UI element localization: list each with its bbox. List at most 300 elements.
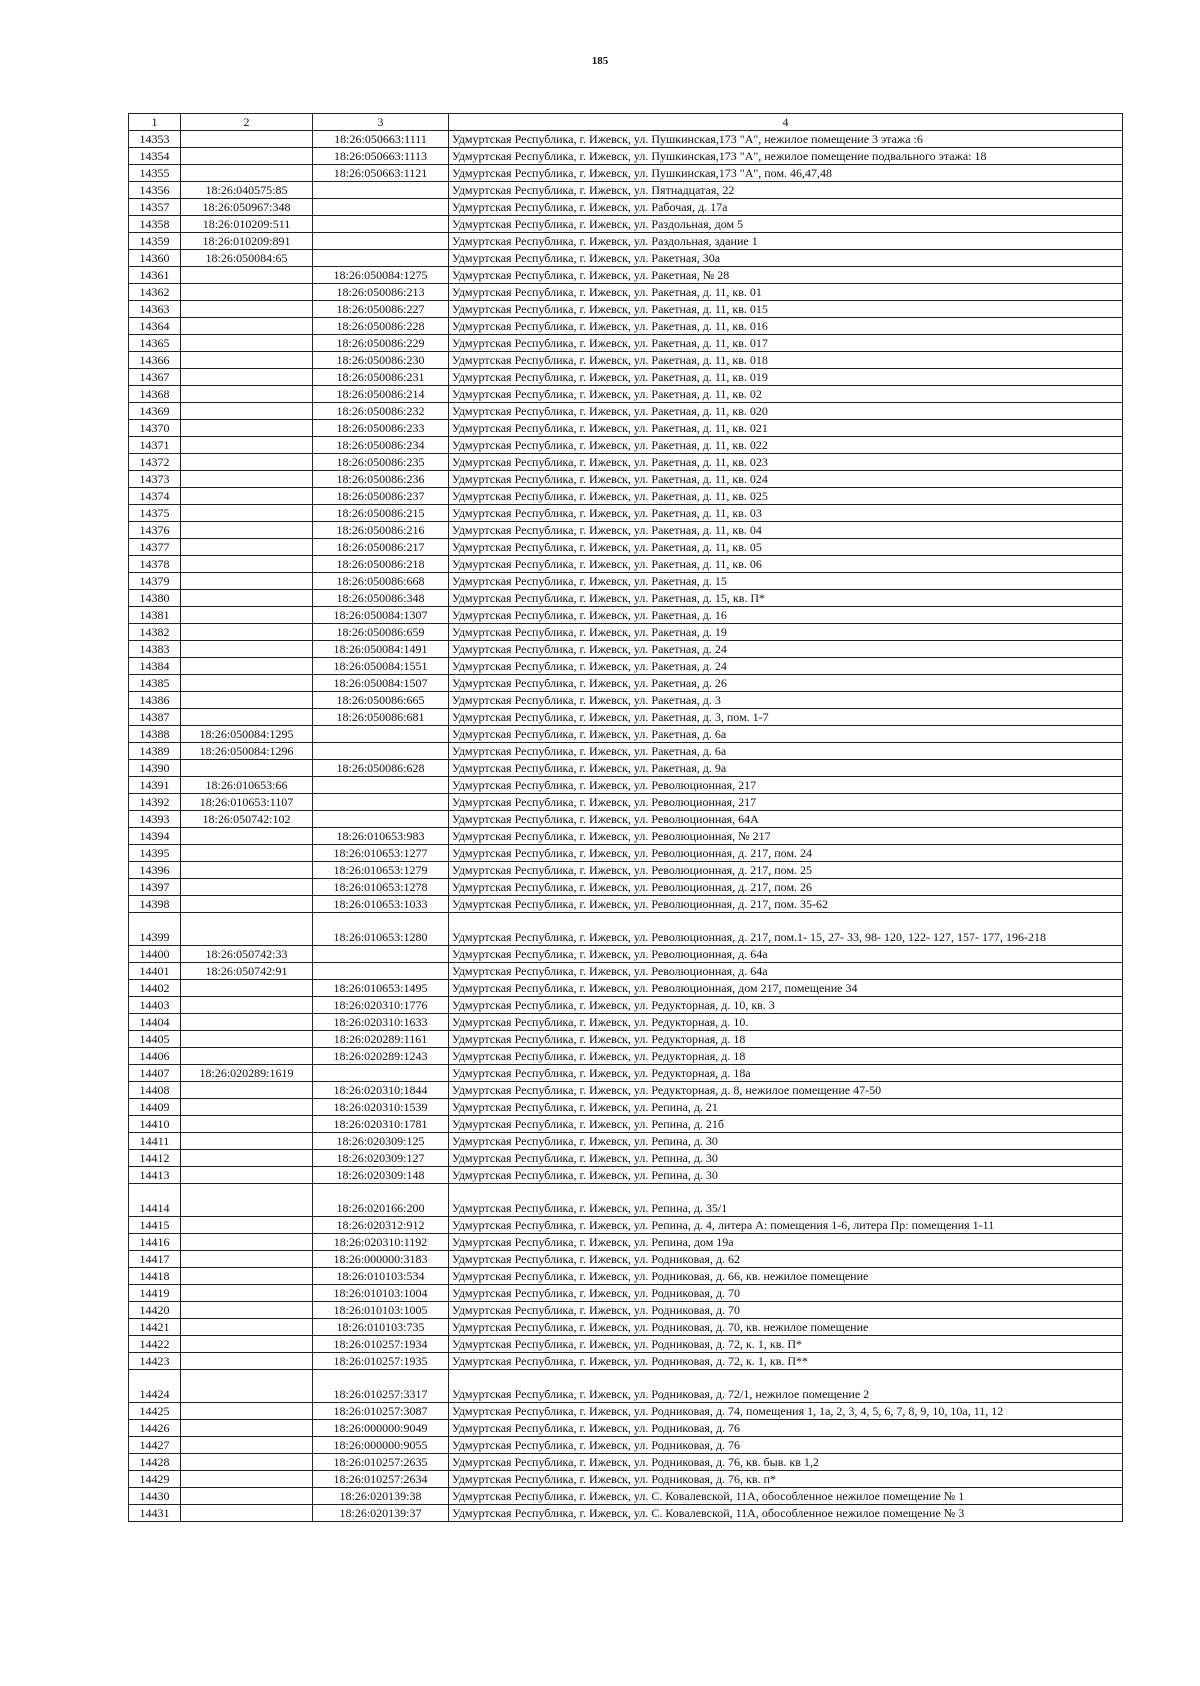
building-cadastral-number-cell <box>313 199 449 216</box>
address-cell: Удмуртская Республика, г. Ижевск, ул. Пушкинская,173 "А", нежилое помещение 3 этажа :6 <box>449 131 1123 148</box>
address-cell: Удмуртская Республика, г. Ижевск, ул. Ракетная, д. 24 <box>449 658 1123 675</box>
table-row <box>129 794 1123 811</box>
column-header-4: 4 <box>449 114 1123 131</box>
address-cell: Удмуртская Республика, г. Ижевск, ул. Репина, д. 30 <box>449 1133 1123 1150</box>
table-row <box>129 845 1123 862</box>
land-cadastral-number-cell <box>181 1217 313 1234</box>
table-row <box>129 573 1123 590</box>
building-cadastral-number-cell: 18:26:020309:125 <box>313 1133 449 1150</box>
land-cadastral-number-cell: 18:26:050084:65 <box>181 250 313 267</box>
address-cell: Удмуртская Республика, г. Ижевск, ул. Ракетная, д. 3, пом. 1-7 <box>449 709 1123 726</box>
row-number-cell: 14370 <box>129 420 181 437</box>
address-cell: Удмуртская Республика, г. Ижевск, ул. Ракетная, д. 11, кв. 04 <box>449 522 1123 539</box>
land-cadastral-number-cell <box>181 318 313 335</box>
building-cadastral-number-cell: 18:26:010653:1279 <box>313 862 449 879</box>
table-row <box>129 284 1123 301</box>
address-cell: Удмуртская Республика, г. Ижевск, ул. Репина, дом 19а <box>449 1234 1123 1251</box>
table-row <box>129 1133 1123 1150</box>
table-row <box>129 1353 1123 1370</box>
table-row <box>129 1454 1123 1471</box>
building-cadastral-number-cell: 18:26:010103:1004 <box>313 1285 449 1302</box>
address-cell: Удмуртская Республика, г. Ижевск, ул. Ракетная, д. 11, кв. 01 <box>449 284 1123 301</box>
address-cell: Удмуртская Республика, г. Ижевск, ул. Ракетная, д. 19 <box>449 624 1123 641</box>
land-cadastral-number-cell <box>181 845 313 862</box>
address-cell: Удмуртская Республика, г. Ижевск, ул. Раздольная, здание 1 <box>449 233 1123 250</box>
land-cadastral-number-cell <box>181 1336 313 1353</box>
address-cell: Удмуртская Республика, г. Ижевск, ул. Ракетная, д. 11, кв. 06 <box>449 556 1123 573</box>
table-row <box>129 1048 1123 1065</box>
land-cadastral-number-cell <box>181 335 313 352</box>
building-cadastral-number-cell: 18:26:050084:1275 <box>313 267 449 284</box>
table-row <box>129 369 1123 386</box>
row-number-cell: 14358 <box>129 216 181 233</box>
table-row <box>129 946 1123 963</box>
row-number-cell: 14409 <box>129 1099 181 1116</box>
table-row <box>129 675 1123 692</box>
row-number-cell: 14431 <box>129 1505 181 1522</box>
building-cadastral-number-cell: 18:26:050086:216 <box>313 522 449 539</box>
building-cadastral-number-cell: 18:26:020289:1243 <box>313 1048 449 1065</box>
address-cell: Удмуртская Республика, г. Ижевск, ул. Родниковая, д. 70 <box>449 1302 1123 1319</box>
row-number-cell: 14386 <box>129 692 181 709</box>
table-row <box>129 165 1123 182</box>
building-cadastral-number-cell <box>313 233 449 250</box>
row-number-cell: 14360 <box>129 250 181 267</box>
land-cadastral-number-cell <box>181 1184 313 1217</box>
land-cadastral-number-cell <box>181 369 313 386</box>
address-cell: Удмуртская Республика, г. Ижевск, ул. Родниковая, д. 72, к. 1, кв. П** <box>449 1353 1123 1370</box>
row-number-cell: 14391 <box>129 777 181 794</box>
table-row <box>129 879 1123 896</box>
land-cadastral-number-cell <box>181 913 313 946</box>
address-cell: Удмуртская Республика, г. Ижевск, ул. Ракетная, д. 11, кв. 023 <box>449 454 1123 471</box>
row-number-cell: 14371 <box>129 437 181 454</box>
row-number-cell: 14429 <box>129 1471 181 1488</box>
building-cadastral-number-cell: 18:26:020166:200 <box>313 1184 449 1217</box>
land-cadastral-number-cell <box>181 879 313 896</box>
address-cell: Удмуртская Республика, г. Ижевск, ул. Ракетная, д. 11, кв. 019 <box>449 369 1123 386</box>
land-cadastral-number-cell <box>181 1082 313 1099</box>
land-cadastral-number-cell: 18:26:010653:66 <box>181 777 313 794</box>
table-row <box>129 318 1123 335</box>
land-cadastral-number-cell: 18:26:050967:348 <box>181 199 313 216</box>
address-cell: Удмуртская Республика, г. Ижевск, ул. Революционная, д. 217, пом.1- 15, 27- 33, 98- 120, 122- 127, 157- 177, 196-218 <box>449 913 1123 946</box>
table-row <box>129 352 1123 369</box>
page-number: 185 <box>591 55 609 67</box>
building-cadastral-number-cell: 18:26:050663:1111 <box>313 131 449 148</box>
building-cadastral-number-cell: 18:26:020310:1633 <box>313 1014 449 1031</box>
table-row <box>129 743 1123 760</box>
building-cadastral-number-cell <box>313 946 449 963</box>
table-row <box>129 522 1123 539</box>
address-cell: Удмуртская Республика, г. Ижевск, ул. Ракетная, д. 11, кв. 03 <box>449 505 1123 522</box>
row-number-cell: 14418 <box>129 1268 181 1285</box>
land-cadastral-number-cell <box>181 471 313 488</box>
row-number-cell: 14385 <box>129 675 181 692</box>
land-cadastral-number-cell <box>181 980 313 997</box>
land-cadastral-number-cell <box>181 437 313 454</box>
address-cell: Удмуртская Республика, г. Ижевск, ул. Редукторная, д. 18а <box>449 1065 1123 1082</box>
table-row <box>129 1488 1123 1505</box>
row-number-cell: 14362 <box>129 284 181 301</box>
table-row <box>129 980 1123 997</box>
table-row <box>129 811 1123 828</box>
table-row <box>129 1285 1123 1302</box>
table-row <box>129 624 1123 641</box>
building-cadastral-number-cell <box>313 182 449 199</box>
address-cell: Удмуртская Республика, г. Ижевск, ул. Революционная, дом 217, помещение 34 <box>449 980 1123 997</box>
table-row <box>129 335 1123 352</box>
land-cadastral-number-cell <box>181 1285 313 1302</box>
address-cell: Удмуртская Республика, г. Ижевск, ул. Ракетная, д. 11, кв. 018 <box>449 352 1123 369</box>
table-row <box>129 1505 1123 1522</box>
table-row <box>129 1251 1123 1268</box>
table-row <box>129 556 1123 573</box>
address-cell: Удмуртская Республика, г. Ижевск, ул. Редукторная, д. 10, кв. 3 <box>449 997 1123 1014</box>
building-cadastral-number-cell: 18:26:010257:3087 <box>313 1403 449 1420</box>
column-header-2: 2 <box>181 114 313 131</box>
row-number-cell: 14404 <box>129 1014 181 1031</box>
land-cadastral-number-cell <box>181 862 313 879</box>
address-cell: Удмуртская Республика, г. Ижевск, ул. Ракетная, д. 15, кв. П* <box>449 590 1123 607</box>
building-cadastral-number-cell: 18:26:050086:215 <box>313 505 449 522</box>
row-number-cell: 14368 <box>129 386 181 403</box>
row-number-cell: 14406 <box>129 1048 181 1065</box>
row-number-cell: 14398 <box>129 896 181 913</box>
land-cadastral-number-cell <box>181 403 313 420</box>
land-cadastral-number-cell <box>181 1302 313 1319</box>
table-row <box>129 913 1123 946</box>
row-number-cell: 14378 <box>129 556 181 573</box>
row-number-cell: 14357 <box>129 199 181 216</box>
building-cadastral-number-cell: 18:26:020139:38 <box>313 1488 449 1505</box>
land-cadastral-number-cell <box>181 1353 313 1370</box>
land-cadastral-number-cell <box>181 607 313 624</box>
row-number-cell: 14405 <box>129 1031 181 1048</box>
table-row <box>129 997 1123 1014</box>
building-cadastral-number-cell: 18:26:020310:1776 <box>313 997 449 1014</box>
row-number-cell: 14421 <box>129 1319 181 1336</box>
address-cell: Удмуртская Республика, г. Ижевск, ул. Ракетная, д. 3 <box>449 692 1123 709</box>
address-cell: Удмуртская Республика, г. Ижевск, ул. Ракетная, д. 11, кв. 016 <box>449 318 1123 335</box>
address-cell: Удмуртская Республика, г. Ижевск, ул. Ракетная, д. 11, кв. 02 <box>449 386 1123 403</box>
row-number-cell: 14400 <box>129 946 181 963</box>
table-row <box>129 777 1123 794</box>
land-cadastral-number-cell <box>181 488 313 505</box>
address-cell: Удмуртская Республика, г. Ижевск, ул. Родниковая, д. 76, кв. п* <box>449 1471 1123 1488</box>
land-cadastral-number-cell: 18:26:050742:33 <box>181 946 313 963</box>
table-row <box>129 199 1123 216</box>
building-cadastral-number-cell <box>313 743 449 760</box>
table-row <box>129 726 1123 743</box>
table-row <box>129 828 1123 845</box>
building-cadastral-number-cell <box>313 726 449 743</box>
table-row <box>129 692 1123 709</box>
row-number-cell: 14359 <box>129 233 181 250</box>
table-row <box>129 963 1123 980</box>
land-cadastral-number-cell <box>181 165 313 182</box>
address-cell: Удмуртская Республика, г. Ижевск, ул. Революционная, 64А <box>449 811 1123 828</box>
land-cadastral-number-cell <box>181 1403 313 1420</box>
address-cell: Удмуртская Республика, г. Ижевск, ул. Ракетная, д. 11, кв. 020 <box>449 403 1123 420</box>
address-cell: Удмуртская Республика, г. Ижевск, ул. Родниковая, д. 72, к. 1, кв. П* <box>449 1336 1123 1353</box>
row-number-cell: 14408 <box>129 1082 181 1099</box>
table-row <box>129 488 1123 505</box>
land-cadastral-number-cell <box>181 641 313 658</box>
row-number-cell: 14411 <box>129 1133 181 1150</box>
building-cadastral-number-cell: 18:26:050086:214 <box>313 386 449 403</box>
row-number-cell: 14394 <box>129 828 181 845</box>
row-number-cell: 14390 <box>129 760 181 777</box>
building-cadastral-number-cell <box>313 794 449 811</box>
land-cadastral-number-cell <box>181 675 313 692</box>
building-cadastral-number-cell: 18:26:050086:235 <box>313 454 449 471</box>
building-cadastral-number-cell: 18:26:050086:681 <box>313 709 449 726</box>
row-number-cell: 14407 <box>129 1065 181 1082</box>
row-number-cell: 14414 <box>129 1184 181 1217</box>
building-cadastral-number-cell: 18:26:010653:983 <box>313 828 449 845</box>
row-number-cell: 14419 <box>129 1285 181 1302</box>
row-number-cell: 14353 <box>129 131 181 148</box>
column-header-1: 1 <box>129 114 181 131</box>
row-number-cell: 14375 <box>129 505 181 522</box>
building-cadastral-number-cell: 18:26:050086:229 <box>313 335 449 352</box>
table-row <box>129 1150 1123 1167</box>
address-cell: Удмуртская Республика, г. Ижевск, ул. Ракетная, 30а <box>449 250 1123 267</box>
land-cadastral-number-cell <box>181 1116 313 1133</box>
building-cadastral-number-cell: 18:26:010653:1033 <box>313 896 449 913</box>
row-number-cell: 14415 <box>129 1217 181 1234</box>
table-row <box>129 182 1123 199</box>
building-cadastral-number-cell: 18:26:010257:1935 <box>313 1353 449 1370</box>
row-number-cell: 14384 <box>129 658 181 675</box>
building-cadastral-number-cell: 18:26:020310:1192 <box>313 1234 449 1251</box>
building-cadastral-number-cell: 18:26:050084:1491 <box>313 641 449 658</box>
table-row <box>129 1370 1123 1403</box>
building-cadastral-number-cell: 18:26:010653:1277 <box>313 845 449 862</box>
building-cadastral-number-cell: 18:26:050086:659 <box>313 624 449 641</box>
land-cadastral-number-cell <box>181 267 313 284</box>
row-number-cell: 14355 <box>129 165 181 182</box>
row-number-cell: 14366 <box>129 352 181 369</box>
registry-table <box>128 113 1123 1522</box>
row-number-cell: 14373 <box>129 471 181 488</box>
land-cadastral-number-cell: 18:26:050742:102 <box>181 811 313 828</box>
land-cadastral-number-cell <box>181 301 313 318</box>
address-cell: Удмуртская Республика, г. Ижевск, ул. Рабочая, д. 17а <box>449 199 1123 216</box>
building-cadastral-number-cell: 18:26:020310:1539 <box>313 1099 449 1116</box>
land-cadastral-number-cell <box>181 148 313 165</box>
table-row <box>129 658 1123 675</box>
table-row <box>129 760 1123 777</box>
table-row <box>129 590 1123 607</box>
address-cell: Удмуртская Республика, г. Ижевск, ул. Родниковая, д. 72/1, нежилое помещение 2 <box>449 1370 1123 1403</box>
address-cell: Удмуртская Республика, г. Ижевск, ул. Репина, д. 21б <box>449 1116 1123 1133</box>
building-cadastral-number-cell: 18:26:020139:37 <box>313 1505 449 1522</box>
row-number-cell: 14392 <box>129 794 181 811</box>
address-cell: Удмуртская Республика, г. Ижевск, ул. Редукторная, д. 8, нежилое помещение 47-50 <box>449 1082 1123 1099</box>
land-cadastral-number-cell: 18:26:050742:91 <box>181 963 313 980</box>
land-cadastral-number-cell: 18:26:050084:1295 <box>181 726 313 743</box>
address-cell: Удмуртская Республика, г. Ижевск, ул. Пятнадцатая, 22 <box>449 182 1123 199</box>
address-cell: Удмуртская Республика, г. Ижевск, ул. Репина, д. 35/1 <box>449 1184 1123 1217</box>
land-cadastral-number-cell <box>181 131 313 148</box>
row-number-cell: 14425 <box>129 1403 181 1420</box>
address-cell: Удмуртская Республика, г. Ижевск, ул. С. Ковалевской, 11А, обособленное нежилое помещение № 1 <box>449 1488 1123 1505</box>
building-cadastral-number-cell: 18:26:050086:234 <box>313 437 449 454</box>
row-number-cell: 14427 <box>129 1437 181 1454</box>
building-cadastral-number-cell: 18:26:050086:218 <box>313 556 449 573</box>
building-cadastral-number-cell: 18:26:050086:665 <box>313 692 449 709</box>
address-cell: Удмуртская Республика, г. Ижевск, ул. Революционная, д. 217, пом. 35-62 <box>449 896 1123 913</box>
row-number-cell: 14388 <box>129 726 181 743</box>
row-number-cell: 14383 <box>129 641 181 658</box>
land-cadastral-number-cell <box>181 1319 313 1336</box>
address-cell: Удмуртская Республика, г. Ижевск, ул. Ракетная, д. 11, кв. 015 <box>449 301 1123 318</box>
table-row <box>129 233 1123 250</box>
row-number-cell: 14364 <box>129 318 181 335</box>
row-number-cell: 14393 <box>129 811 181 828</box>
address-cell: Удмуртская Республика, г. Ижевск, ул. Революционная, № 217 <box>449 828 1123 845</box>
land-cadastral-number-cell <box>181 284 313 301</box>
row-number-cell: 14410 <box>129 1116 181 1133</box>
table-row <box>129 539 1123 556</box>
land-cadastral-number-cell <box>181 760 313 777</box>
building-cadastral-number-cell: 18:26:000000:9055 <box>313 1437 449 1454</box>
table-row <box>129 1302 1123 1319</box>
table-row <box>129 1065 1123 1082</box>
building-cadastral-number-cell: 18:26:050086:668 <box>313 573 449 590</box>
row-number-cell: 14422 <box>129 1336 181 1353</box>
address-cell: Удмуртская Республика, г. Ижевск, ул. Репина, д. 4, литера А: помещения 1-6, литера Пр: помещения 1-11 <box>449 1217 1123 1234</box>
row-number-cell: 14365 <box>129 335 181 352</box>
land-cadastral-number-cell <box>181 1150 313 1167</box>
address-cell: Удмуртская Республика, г. Ижевск, ул. Репина, д. 30 <box>449 1167 1123 1184</box>
building-cadastral-number-cell: 18:26:010257:1934 <box>313 1336 449 1353</box>
table-row <box>129 1403 1123 1420</box>
building-cadastral-number-cell: 18:26:010257:2634 <box>313 1471 449 1488</box>
address-cell: Удмуртская Республика, г. Ижевск, ул. Родниковая, д. 70, кв. нежилое помещение <box>449 1319 1123 1336</box>
row-number-cell: 14363 <box>129 301 181 318</box>
row-number-cell: 14420 <box>129 1302 181 1319</box>
building-cadastral-number-cell <box>313 216 449 233</box>
address-cell: Удмуртская Республика, г. Ижевск, ул. Репина, д. 30 <box>449 1150 1123 1167</box>
row-number-cell: 14395 <box>129 845 181 862</box>
land-cadastral-number-cell <box>181 1488 313 1505</box>
land-cadastral-number-cell <box>181 1471 313 1488</box>
land-cadastral-number-cell <box>181 1234 313 1251</box>
land-cadastral-number-cell <box>181 1268 313 1285</box>
row-number-cell: 14399 <box>129 913 181 946</box>
land-cadastral-number-cell <box>181 420 313 437</box>
address-cell: Удмуртская Республика, г. Ижевск, ул. Ракетная, д. 11, кв. 024 <box>449 471 1123 488</box>
land-cadastral-number-cell <box>181 1031 313 1048</box>
table-row <box>129 1217 1123 1234</box>
building-cadastral-number-cell: 18:26:050086:230 <box>313 352 449 369</box>
table-row <box>129 267 1123 284</box>
land-cadastral-number-cell <box>181 352 313 369</box>
building-cadastral-number-cell: 18:26:010103:1005 <box>313 1302 449 1319</box>
building-cadastral-number-cell: 18:26:050086:233 <box>313 420 449 437</box>
row-number-cell: 14413 <box>129 1167 181 1184</box>
row-number-cell: 14361 <box>129 267 181 284</box>
land-cadastral-number-cell <box>181 1048 313 1065</box>
land-cadastral-number-cell <box>181 1133 313 1150</box>
table-row <box>129 301 1123 318</box>
address-cell: Удмуртская Республика, г. Ижевск, ул. Редукторная, д. 10. <box>449 1014 1123 1031</box>
table-row <box>129 709 1123 726</box>
table-row <box>129 505 1123 522</box>
address-cell: Удмуртская Республика, г. Ижевск, ул. Родниковая, д. 62 <box>449 1251 1123 1268</box>
table-row <box>129 862 1123 879</box>
table-row <box>129 1319 1123 1336</box>
building-cadastral-number-cell: 18:26:050086:237 <box>313 488 449 505</box>
table-row <box>129 1167 1123 1184</box>
table-row <box>129 1336 1123 1353</box>
land-cadastral-number-cell: 18:26:010209:891 <box>181 233 313 250</box>
building-cadastral-number-cell: 18:26:020312:912 <box>313 1217 449 1234</box>
table-row <box>129 1116 1123 1133</box>
address-cell: Удмуртская Республика, г. Ижевск, ул. Ракетная, № 28 <box>449 267 1123 284</box>
table-row <box>129 131 1123 148</box>
address-cell: Удмуртская Республика, г. Ижевск, ул. Революционная, д. 217, пом. 25 <box>449 862 1123 879</box>
land-cadastral-number-cell: 18:26:010653:1107 <box>181 794 313 811</box>
building-cadastral-number-cell: 18:26:020309:148 <box>313 1167 449 1184</box>
building-cadastral-number-cell: 18:26:050086:217 <box>313 539 449 556</box>
table-row <box>129 1268 1123 1285</box>
land-cadastral-number-cell <box>181 658 313 675</box>
row-number-cell: 14401 <box>129 963 181 980</box>
building-cadastral-number-cell <box>313 811 449 828</box>
row-number-cell: 14402 <box>129 980 181 997</box>
building-cadastral-number-cell: 18:26:050086:227 <box>313 301 449 318</box>
building-cadastral-number-cell: 18:26:050086:628 <box>313 760 449 777</box>
address-cell: Удмуртская Республика, г. Ижевск, ул. С. Ковалевской, 11А, обособленное нежилое помещение № 3 <box>449 1505 1123 1522</box>
building-cadastral-number-cell: 18:26:000000:9049 <box>313 1420 449 1437</box>
land-cadastral-number-cell <box>181 505 313 522</box>
row-number-cell: 14430 <box>129 1488 181 1505</box>
building-cadastral-number-cell: 18:26:020309:127 <box>313 1150 449 1167</box>
address-cell: Удмуртская Республика, г. Ижевск, ул. Пушкинская,173 "А", пом. 46,47,48 <box>449 165 1123 182</box>
building-cadastral-number-cell: 18:26:010653:1495 <box>313 980 449 997</box>
address-cell: Удмуртская Республика, г. Ижевск, ул. Революционная, д. 217, пом. 26 <box>449 879 1123 896</box>
building-cadastral-number-cell: 18:26:000000:3183 <box>313 1251 449 1268</box>
table-row <box>129 250 1123 267</box>
address-cell: Удмуртская Республика, г. Ижевск, ул. Ракетная, д. 15 <box>449 573 1123 590</box>
row-number-cell: 14374 <box>129 488 181 505</box>
building-cadastral-number-cell: 18:26:020310:1844 <box>313 1082 449 1099</box>
building-cadastral-number-cell <box>313 250 449 267</box>
building-cadastral-number-cell: 18:26:020289:1161 <box>313 1031 449 1048</box>
address-cell: Удмуртская Республика, г. Ижевск, ул. Раздольная, дом 5 <box>449 216 1123 233</box>
row-number-cell: 14397 <box>129 879 181 896</box>
table-row <box>129 471 1123 488</box>
land-cadastral-number-cell: 18:26:050084:1296 <box>181 743 313 760</box>
land-cadastral-number-cell: 18:26:020289:1619 <box>181 1065 313 1082</box>
table-row <box>129 454 1123 471</box>
table-row <box>129 1184 1123 1217</box>
address-cell: Удмуртская Республика, г. Ижевск, ул. Родниковая, д. 70 <box>449 1285 1123 1302</box>
table-row <box>129 1099 1123 1116</box>
table-row <box>129 1234 1123 1251</box>
address-cell: Удмуртская Республика, г. Ижевск, ул. Ракетная, д. 11, кв. 05 <box>449 539 1123 556</box>
building-cadastral-number-cell: 18:26:050086:231 <box>313 369 449 386</box>
building-cadastral-number-cell: 18:26:050086:213 <box>313 284 449 301</box>
land-cadastral-number-cell: 18:26:010209:511 <box>181 216 313 233</box>
row-number-cell: 14377 <box>129 539 181 556</box>
row-number-cell: 14416 <box>129 1234 181 1251</box>
table-body <box>129 131 1123 1522</box>
